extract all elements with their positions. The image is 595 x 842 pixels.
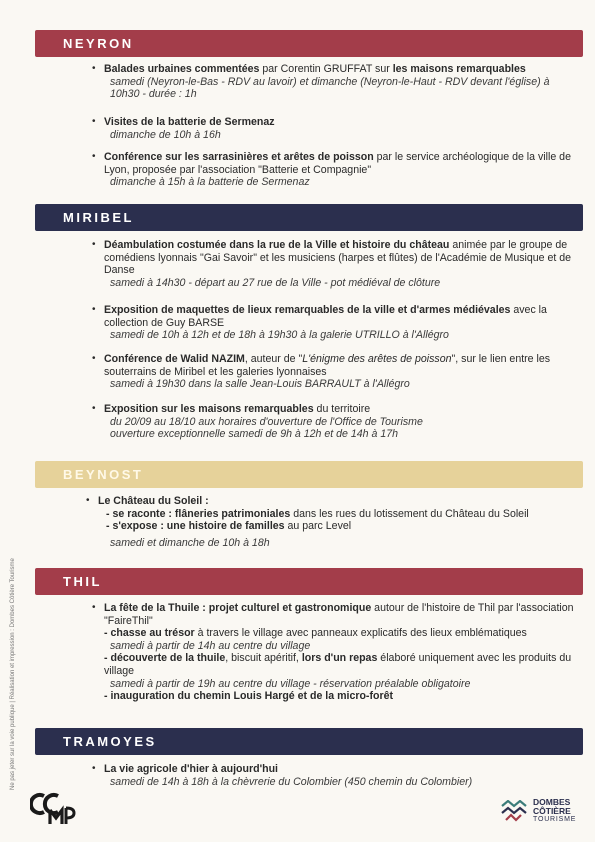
event-subtitle: lors d'un repas — [301, 652, 378, 665]
section-header-thil — [35, 568, 583, 595]
event-subtitle: - s'expose : une histoire de familles — [106, 520, 285, 533]
bullet-icon: • — [92, 602, 96, 613]
event-detail: samedi à 19h30 dans la salle Jean-Louis BARRAULT à l'Allégro — [110, 378, 410, 391]
event-title: Déambulation costumée dans la rue de la Ville et histoire du château — [104, 239, 450, 251]
event-text: , biscuit apéritif, — [225, 652, 302, 665]
event-text: par le service archéologique de la ville de Lyon, proposée par l'association "Batterie et Compagnie" — [104, 151, 571, 176]
event-text: , auteur de " — [244, 353, 303, 365]
event-item — [92, 151, 574, 189]
event-title: Visites de la batterie de Sermenaz — [104, 116, 275, 128]
event-detail: samedi de 10h à 12h et de 18h à 19h30 à la galerie UTRILLO à l'Allégro — [110, 329, 449, 342]
section-title: TRAMOYES — [63, 734, 157, 749]
event-title: Balades urbaines commentées — [104, 63, 260, 75]
section-title: NEYRON — [63, 36, 134, 51]
event-item — [92, 63, 574, 101]
event-subtitle: - se raconte : flâneries patrimoniales — [106, 507, 291, 520]
event-item — [92, 763, 574, 788]
event-detail: du 20/09 au 18/10 aux horaires d'ouverture de l'Office de Tourisme — [110, 415, 423, 428]
event-detail: samedi et dimanche de 10h à 18h — [110, 536, 270, 549]
section-title: THIL — [63, 574, 102, 589]
event-item — [86, 495, 568, 549]
section-title: MIRIBEL — [63, 210, 134, 225]
event-item — [92, 116, 574, 141]
event-item — [92, 353, 574, 391]
ccmp-logo — [30, 790, 76, 828]
bullet-icon: • — [92, 763, 96, 774]
side-legal-text: Ne pas jeter sur la voie publique | Réalisation et impression : Dombes Côtière Tourisme — [10, 558, 16, 790]
bullet-icon: • — [92, 151, 96, 162]
event-title: Conférence sur les sarrasinières et arêtes de poisson — [104, 151, 374, 163]
bullet-icon: • — [92, 63, 96, 74]
event-title: La fête de la Thuile : projet culturel et gastronomique — [104, 602, 372, 614]
event-item — [92, 304, 574, 342]
event-text: à travers le village avec panneaux explicatifs des lieux emblématiques — [194, 627, 527, 640]
section-header-tramoyes — [35, 728, 583, 755]
event-text: avec la collection de Guy BARSE — [104, 304, 547, 329]
section-header-miribel — [35, 204, 583, 231]
event-title: Conférence de Walid NAZIM — [104, 353, 245, 365]
event-title: Exposition de maquettes de lieux remarquables de la ville et d'armes médiévales — [104, 304, 511, 316]
bullet-icon: • — [92, 239, 96, 250]
event-detail: samedi (Neyron-le-Bas - RDV au lavoir) et dimanche (Neyron-le-Haut - RDV devant l'église) à 10h30 - durée : 1h — [110, 75, 550, 101]
bullet-icon: • — [92, 304, 96, 315]
dombes-cotiere-tourisme-logo — [500, 796, 585, 830]
section-header-beynost — [35, 461, 583, 488]
event-text: ", sur le lien entre les souterrains de Miribel et les galeries lyonnaises — [104, 353, 551, 378]
event-detail: samedi à 14h30 - départ au 27 rue de la Ville - pot médiéval de clôture — [110, 276, 441, 289]
event-detail: samedi à partir de 19h au centre du village - réservation préalable obligatoire — [110, 677, 471, 690]
bullet-icon: • — [92, 403, 96, 414]
waves-icon — [500, 800, 530, 822]
event-title: La vie agricole d'hier à aujourd'hui — [104, 763, 278, 775]
logo-text-line3: TOURISME — [533, 816, 577, 823]
event-detail: ouverture exceptionnelle samedi de 9h à 12h et de 14h à 17h — [110, 428, 399, 441]
bullet-icon: • — [92, 116, 96, 127]
section-header-neyron — [35, 30, 583, 57]
event-text: au parc Level — [284, 520, 352, 533]
bullet-icon: • — [92, 353, 96, 364]
event-title: les maisons remarquables — [392, 63, 526, 75]
event-text: élaboré uniquement avec les produits du village — [104, 652, 572, 677]
section-title: BEYNOST — [63, 467, 144, 482]
event-subtitle: - inauguration du chemin Louis Hargé et de la micro-forêt — [104, 690, 394, 703]
event-subtitle: - découverte de la thuile — [104, 652, 226, 665]
event-item — [92, 602, 574, 703]
event-detail: dimanche à 15h à la batterie de Sermenaz — [110, 176, 310, 189]
event-text: du territoire — [313, 403, 371, 415]
event-detail: samedi à partir de 14h au centre du village — [110, 639, 311, 652]
logo-text-line1: DOMBES CÔTIÈRE — [533, 797, 571, 816]
event-detail: samedi de 14h à 18h à la chèvrerie du Colombier (450 chemin du Colombier) — [110, 775, 473, 788]
event-title: Le Château du Soleil : — [98, 495, 209, 507]
event-detail: dimanche de 10h à 16h — [110, 128, 221, 141]
event-text: par Corentin GRUFFAT sur — [259, 63, 393, 75]
event-item — [92, 403, 574, 441]
event-text: autour de l'histoire de Thil par l'association "FaireThil" — [104, 602, 574, 627]
event-subtitle: - chasse au trésor — [104, 627, 195, 640]
event-text-italic: L'énigme des arêtes de poisson — [302, 353, 452, 365]
event-item — [92, 239, 574, 289]
ccmp-logo-icon — [30, 790, 76, 828]
bullet-icon: • — [86, 495, 90, 506]
event-text: animée par le groupe de comédiens lyonnais "Gai Savoir" et les musiciens (harpes et flûtes) de l'Académie de Musique et de Danse — [104, 239, 572, 277]
event-title: Exposition sur les maisons remarquables — [104, 403, 314, 415]
event-text: dans les rues du lotissement du Château du Soleil — [290, 507, 529, 520]
